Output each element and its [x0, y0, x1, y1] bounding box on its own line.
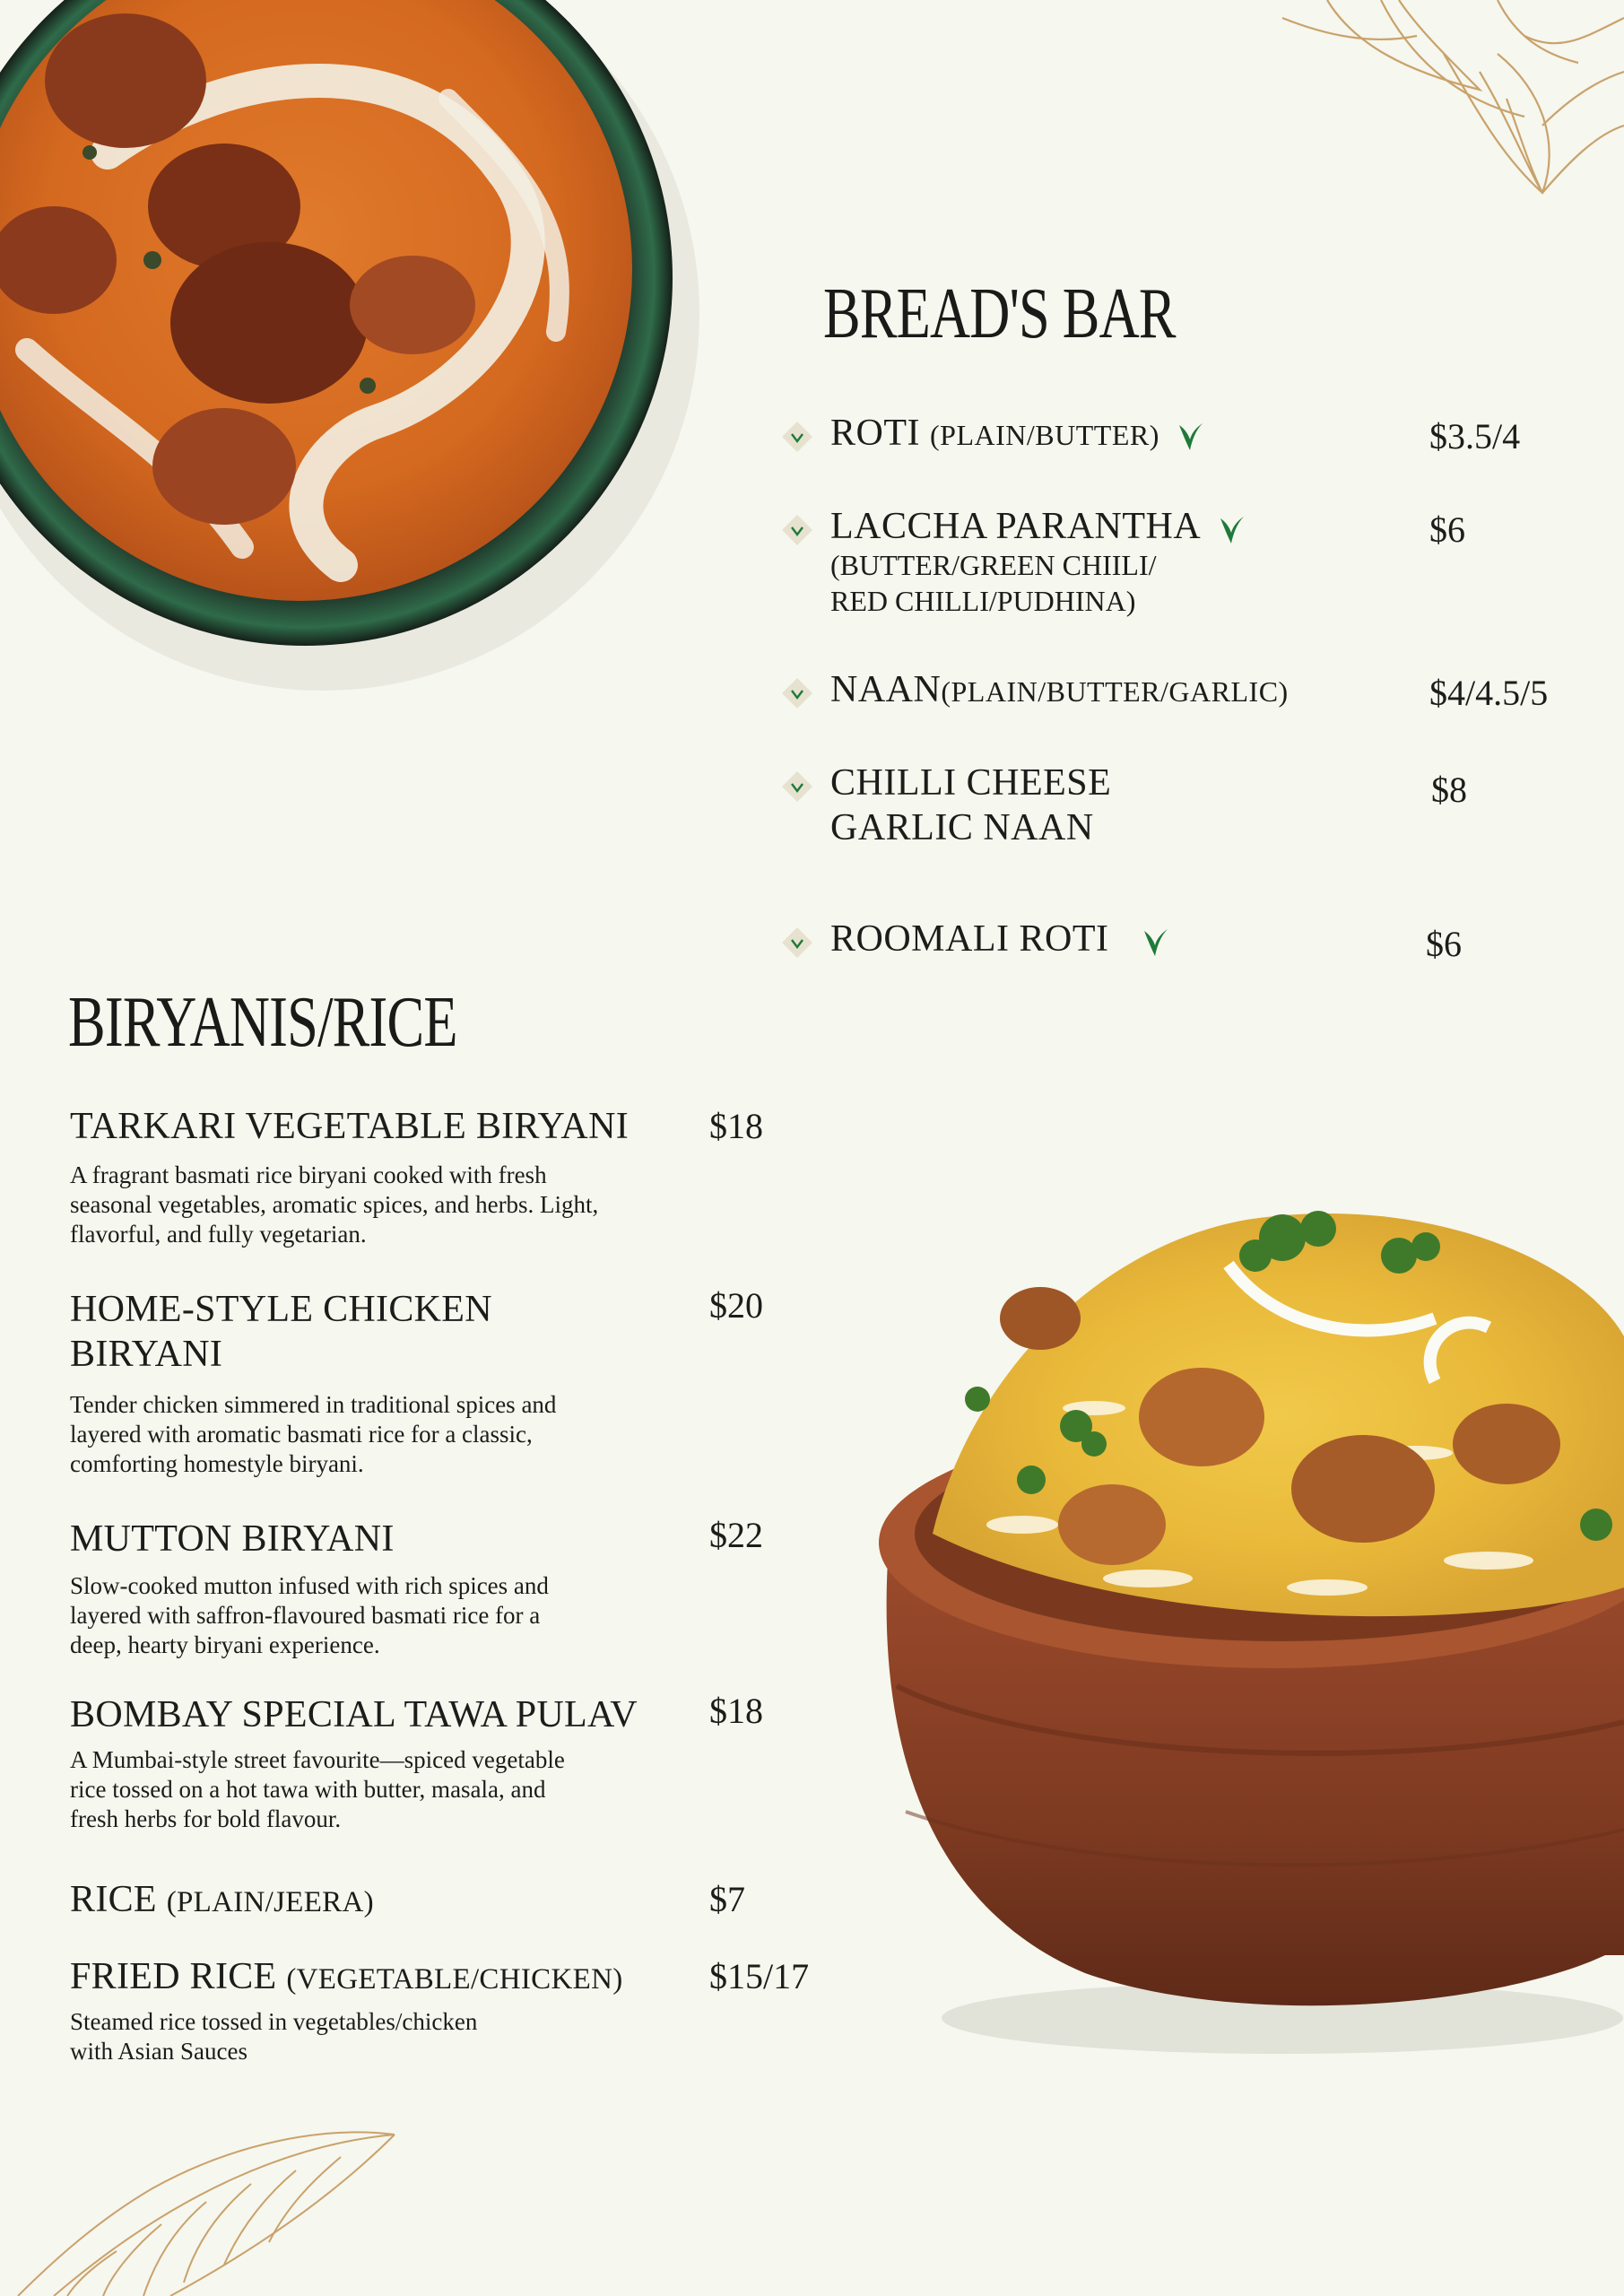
biryani-item-home-style-chicken [70, 1286, 877, 1483]
biryanis-section-title: BIRYANIS/RICE [68, 983, 457, 1062]
bread-name [830, 411, 1206, 457]
biryani-description-line: A Mumbai-style street favourite—spiced vegetable [70, 1746, 565, 1773]
bread-item-roomali-roti [780, 917, 1587, 970]
biryani-name: BOMBAY SPECIAL TAWA PULAV [70, 1694, 638, 1735]
rice-options: (PLAIN/JEERA) [166, 1886, 374, 1918]
bread-name-text: NAAN [830, 669, 942, 710]
biryani-price: $20 [709, 1285, 763, 1326]
breads-section-title: BREAD'S BAR [823, 274, 1176, 353]
rice-item-plain-jeera [70, 1876, 877, 1930]
biryani-price: $18 [709, 1691, 763, 1731]
bread-item-chilli-cheese-garlic-naan [780, 761, 1587, 850]
veg-diamond-icon [780, 676, 814, 710]
bread-name-line1: CHILLI CHEESE [830, 762, 1112, 804]
bread-price: $6 [1426, 924, 1462, 964]
biryani-description-line: deep, hearty biryani experience. [70, 1631, 380, 1658]
biryani-description-line: layered with aromatic basmati rice for a classic, [70, 1421, 533, 1448]
curry-plate-image [0, 0, 735, 744]
biryani-name: MUTTON BIRYANI [70, 1518, 395, 1560]
biryani-description-line: Tender chicken simmered in traditional spices and [70, 1391, 557, 1418]
bread-price: $8 [1431, 770, 1467, 810]
biryani-description-line: layered with saffron-flavoured basmati rice for a [70, 1602, 541, 1629]
bread-name-line2: GARLIC NAAN [830, 807, 1094, 848]
bread-name-text: ROTI [830, 413, 920, 454]
vegetarian-leaf-icon [1215, 511, 1247, 547]
biryani-price: $22 [709, 1515, 763, 1555]
bread-name [830, 504, 1247, 549]
leaf-ornament-icon [0, 2108, 413, 2296]
biryani-description-line: fresh herbs for bold flavour. [70, 1805, 342, 1832]
bread-name [830, 917, 1171, 961]
biryani-description-line: Slow-cooked mutton infused with rich spices and [70, 1572, 549, 1599]
rice-name [70, 1953, 623, 2003]
bread-item-laccha-parantha [780, 504, 1587, 621]
rice-name-text: RICE [70, 1879, 157, 1920]
bread-price: $3.5/4 [1429, 416, 1521, 457]
veg-diamond-icon [780, 420, 814, 454]
biryani-item-mutton [70, 1516, 877, 1668]
biryani-description-line: A fragrant basmati rice biryani cooked with fresh [70, 1161, 547, 1188]
bread-name [830, 667, 1289, 714]
rice-name [70, 1876, 374, 1926]
biryani-item-bombay-tawa-pulav [70, 1692, 877, 1844]
biryani-description-line: comforting homestyle biryani. [70, 1450, 364, 1477]
rice-item-fried-rice [70, 1953, 877, 2070]
rice-options: (VEGETABLE/CHICKEN) [286, 1963, 623, 1996]
veg-diamond-icon [780, 770, 814, 804]
biryani-name: TARKARI VEGETABLE BIRYANI [70, 1106, 629, 1147]
bread-options-line1: (BUTTER/GREEN CHIILI/ [830, 549, 1157, 581]
rice-description-line: with Asian Sauces [70, 2038, 248, 2065]
rice-price: $15/17 [709, 1956, 810, 1996]
vegetarian-leaf-icon [1139, 924, 1171, 960]
biryani-price: $18 [709, 1106, 763, 1146]
bread-options: (PLAIN/BUTTER) [930, 419, 1159, 451]
bread-price: $6 [1429, 509, 1465, 550]
flower-ornament-icon [1273, 0, 1624, 206]
bread-item-naan [780, 667, 1587, 721]
biryani-pot-image [861, 1184, 1624, 2063]
biryani-description-line: rice tossed on a hot tawa with butter, masala, and [70, 1776, 546, 1803]
rice-description-line: Steamed rice tossed in vegetables/chicken [70, 2008, 478, 2035]
biryani-description-line: flavorful, and fully vegetarian. [70, 1221, 367, 1248]
biryani-name-line1: HOME-STYLE CHICKEN [70, 1289, 492, 1330]
rice-name-text: FRIED RICE [70, 1956, 277, 1997]
veg-diamond-icon [780, 513, 814, 547]
bread-options: (PLAIN/BUTTER/GARLIC) [941, 675, 1289, 708]
bread-price: $4/4.5/5 [1429, 673, 1549, 713]
vegetarian-leaf-icon [1174, 418, 1206, 454]
bread-name-text: ROOMALI ROTI [830, 918, 1109, 960]
biryani-name-line2: BIRYANI [70, 1334, 223, 1375]
bread-options-line2: RED CHILLI/PUDHINA) [830, 585, 1136, 617]
veg-diamond-icon [780, 926, 814, 960]
rice-price: $7 [709, 1879, 745, 1919]
biryani-description-line: seasonal vegetables, aromatic spices, and herbs. Light, [70, 1191, 599, 1218]
bread-name-text: LACCHA PARANTHA [830, 506, 1202, 547]
biryani-item-tarkari-vegetable [70, 1103, 877, 1247]
bread-item-roti [780, 411, 1587, 465]
